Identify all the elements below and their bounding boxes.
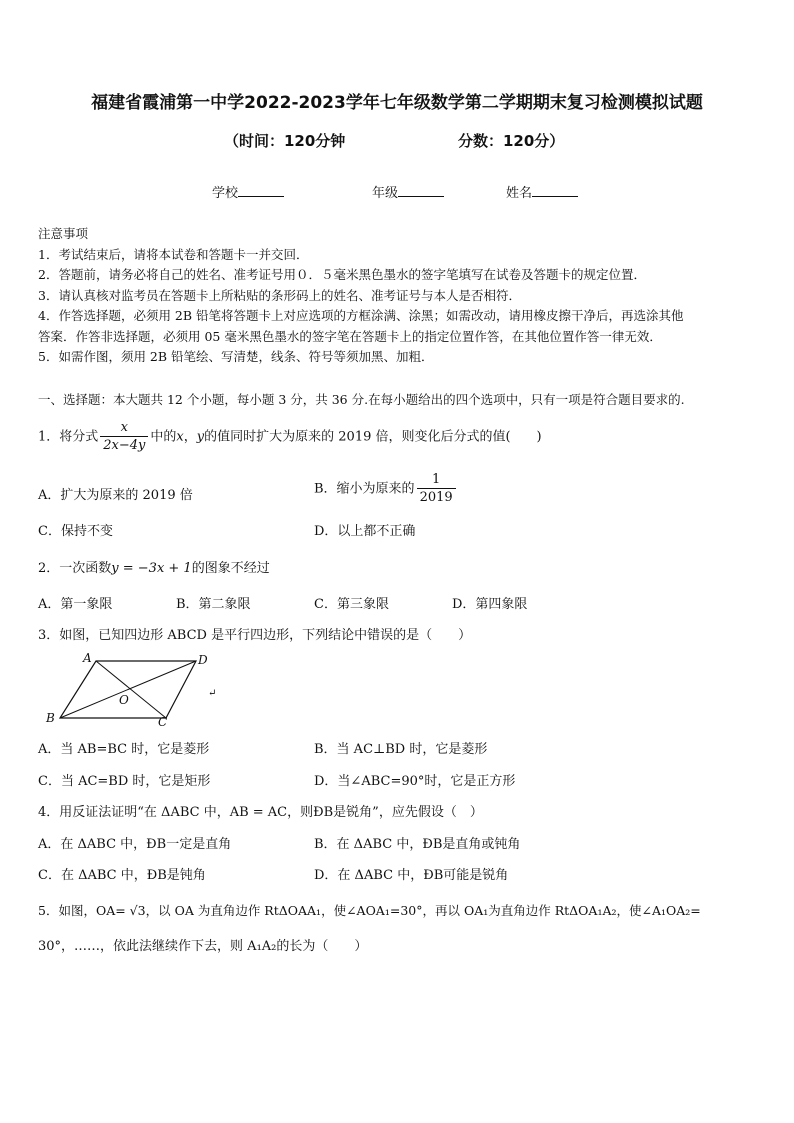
vertex-d-label: D [198, 653, 208, 667]
q1-option-c: C．保持不变 [38, 524, 113, 539]
q2-suffix: 的图象不经过 [191, 561, 270, 576]
question-4: 4．用反证法证明“在 ΔABC 中，AB = AC，则ÐB是锐角”，应先假设（ ） [38, 805, 483, 820]
grade-blank [398, 184, 444, 197]
parallelogram-figure [38, 646, 238, 730]
q1-option-b-prefix: B．缩小为原来的 [314, 481, 415, 497]
q3-option-a: A．当 AB=BC 时，它是菱形 [38, 742, 210, 757]
notes-heading: 注意事项 [38, 226, 89, 241]
q1-denominator: 2x−4y [100, 436, 148, 454]
center-o-label: O [119, 693, 129, 707]
return-mark: ↵ [208, 688, 217, 699]
question-5-line-2: 30°，……，依此法继续作下去，则 A₁A₂的长为（ ） [38, 939, 368, 954]
q3-option-b: B．当 AC⊥BD 时，它是菱形 [314, 742, 488, 757]
school-label: 学校 [212, 186, 239, 201]
note-item: 4．作答选择题，必须用 2B 铅笔将答题卡上对应选项的方框涂满、涂黑；如需改动，请用橡皮擦干净后，再选涂其他 [38, 308, 684, 323]
name-label: 姓名 [506, 186, 533, 201]
note-item: 2．答题前，请务必将自己的姓名、准考证号用０．５毫米黑色墨水的签字笔填写在试卷及答题卡的规定位置． [38, 267, 646, 282]
q2-option-c: C．第三象限 [314, 597, 389, 612]
vertex-c-label: C [158, 715, 168, 729]
q2-option-a: A．第一象限 [38, 597, 113, 612]
school-field [212, 182, 284, 201]
name-field [506, 182, 578, 201]
note-item: 1．考试结束后，请将本试卷和答题卡一并交回． [38, 246, 309, 262]
section-heading: 一、选择题：本大题共 12 个小题，每小题 3 分，共 36 分.在每小题给出的四个选项中，只有一项是符合题目要求的. [38, 392, 685, 407]
note-item: 5．如需作图，须用 2B 铅笔绘、写清楚，线条、符号等须加黑、加粗． [38, 349, 434, 364]
q1-fraction [100, 420, 148, 454]
notes-block [38, 224, 758, 368]
q1-var-y: y [196, 429, 205, 445]
note-item: 答案．作答非选择题，必须用 05 毫米黑色墨水的签字笔在答题卡上的指定位置作答，在其他位置作答一律无效． [38, 328, 662, 344]
q1-option-b-denominator: 2019 [417, 488, 456, 506]
score-label: 分数：120分） [458, 132, 565, 150]
q1-suffix: 的值同时扩大为原来的 2019 倍，则变化后分式的值( ) [204, 429, 542, 445]
q1-option-a: A．扩大为原来的 2019 倍 [38, 488, 193, 503]
school-blank [238, 184, 284, 197]
q1-option-d: D．以上都不正确 [314, 524, 416, 539]
vertex-b-label: B [46, 711, 55, 725]
diagonal-bd [60, 661, 196, 718]
note-item: 3．请认真核对监考员在答题卡上所粘贴的条形码上的姓名、准考证号与本人是否相符． [38, 287, 521, 303]
q3-option-d: D．当∠ABC=90°时，它是正方形 [314, 774, 516, 789]
q2-formula: y = −3x + 1 [111, 561, 192, 576]
q4-option-a: A．在 ΔABC 中，ÐB一定是直角 [38, 837, 232, 852]
question-2 [38, 557, 270, 576]
question-3: 3．如图，已知四边形 ABCD 是平行四边形，下列结论中错误的是（ ） [38, 628, 472, 643]
diagonal-ac [96, 661, 166, 718]
vertex-a-label: A [83, 651, 92, 665]
name-blank [532, 184, 578, 197]
q2-option-b: B．第二象限 [176, 597, 251, 612]
q4-option-b: B．在 ΔABC 中，ÐB是直角或钝角 [314, 837, 521, 852]
q1-var-x: x [176, 429, 184, 445]
question-1 [38, 420, 542, 454]
q1-option-b-fraction [417, 472, 456, 506]
exam-title: 福建省霞浦第一中学2022-2023学年七年级数学第二学期期末复习检测模拟试题 [91, 93, 703, 113]
time-label: （时间：120分钟 [224, 132, 346, 150]
q1-comma: ， [183, 429, 197, 445]
q1-numerator: x [120, 420, 129, 435]
q3-option-c: C．当 AC=BD 时，它是矩形 [38, 774, 211, 789]
grade-field [372, 182, 444, 201]
q2-prefix: 2．一次函数 [38, 561, 112, 576]
question-5-line-1: 5．如图，OA= √3，以 OA 为直角边作 RtΔOAA₁，使∠AOA₁=30°，再以 OA₁为直角边作 RtΔOA₁A₂，使∠A₁OA₂= [38, 903, 701, 918]
q1-prefix: 1．将分式 [38, 429, 99, 445]
q4-option-c: C．在 ΔABC 中，ÐB是钝角 [38, 868, 206, 883]
q1-option-b-numerator: 1 [431, 472, 441, 487]
q1-mid: 中的 [150, 429, 177, 445]
q1-option-b [314, 472, 458, 506]
grade-label: 年级 [372, 186, 399, 201]
q2-option-d: D．第四象限 [452, 597, 528, 612]
q4-option-d: D．在 ΔABC 中，ÐB可能是锐角 [314, 868, 509, 883]
